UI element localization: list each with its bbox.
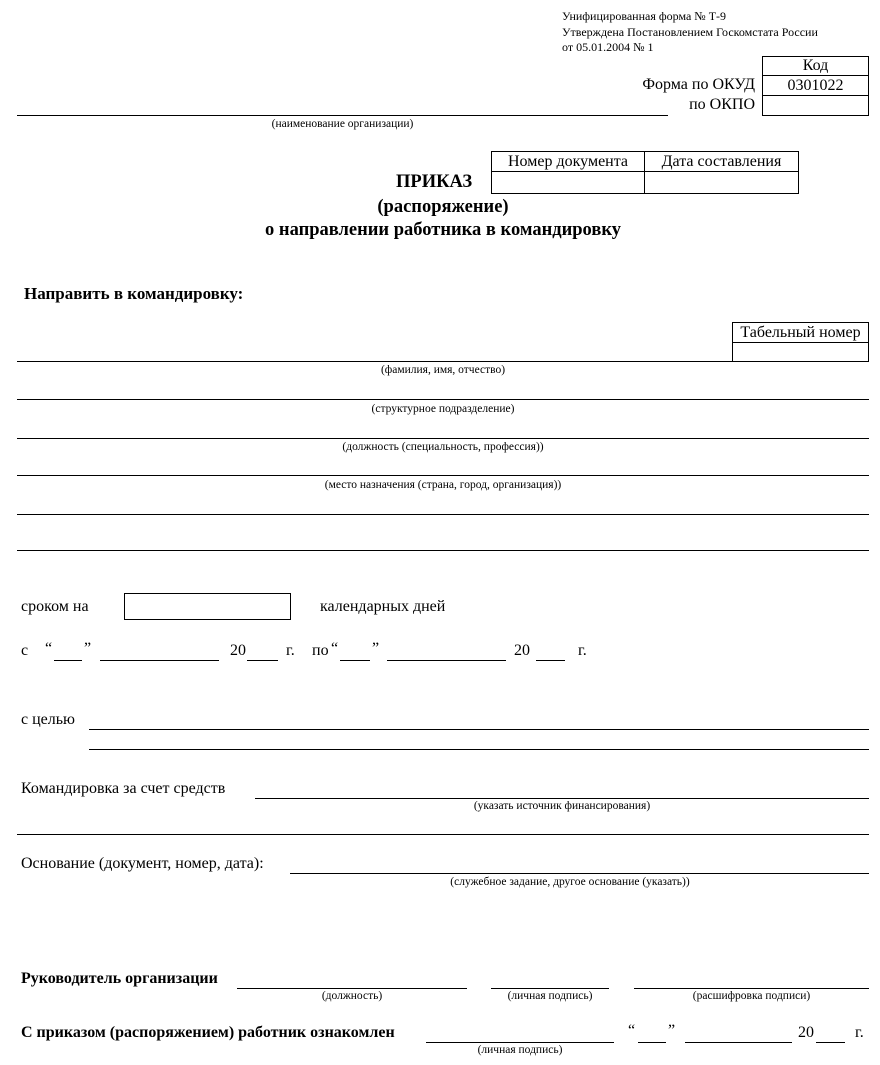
ack-signature-field[interactable] xyxy=(426,1042,614,1043)
doc-date-field[interactable] xyxy=(645,172,799,194)
end-year-field[interactable] xyxy=(536,660,565,661)
doc-number-field[interactable] xyxy=(492,172,645,194)
form-header-line: Унифицированная форма № Т-9 xyxy=(562,9,727,23)
form-header-line: Утверждена Постановлением Госкомстата России xyxy=(562,24,818,39)
ack-day-field[interactable] xyxy=(638,1042,666,1043)
department-field[interactable] xyxy=(17,399,869,400)
form-header xyxy=(562,9,818,56)
page-subject: о направлении работника в командировку xyxy=(265,220,621,240)
personnel-number-header: Табельный номер xyxy=(733,323,869,343)
quote-open: “ xyxy=(628,1022,636,1039)
date-from-label: с xyxy=(21,642,29,659)
okpo-code-cell[interactable] xyxy=(763,96,869,116)
term-label: сроком на xyxy=(21,598,89,615)
end-month-field[interactable] xyxy=(387,660,506,661)
start-year-field[interactable] xyxy=(247,660,278,661)
destination-caption: (место назначения (страна, город, организация)) xyxy=(324,479,562,491)
document-table xyxy=(491,151,799,194)
form-header-line: от 05.01.2004 № 1 xyxy=(562,40,654,54)
ack-century: 20 xyxy=(798,1024,814,1041)
end-day-field[interactable] xyxy=(340,660,370,661)
doc-date-header: Дата составления xyxy=(645,152,799,172)
codes-table xyxy=(762,56,869,116)
ack-label: С приказом (распоряжением) работник ознакомлен xyxy=(21,1024,395,1041)
funding-label: Командировка за счет средств xyxy=(21,780,226,797)
end-year-suffix: г. xyxy=(578,642,587,659)
end-century: 20 xyxy=(514,642,530,659)
purpose-label: с целью xyxy=(21,711,75,728)
personnel-number-table xyxy=(732,322,869,362)
date-to-label: по xyxy=(312,642,329,659)
head-decode-field[interactable] xyxy=(634,988,869,989)
term-unit: календарных дней xyxy=(320,598,446,615)
personnel-number-field[interactable] xyxy=(733,343,869,362)
ack-year-field[interactable] xyxy=(816,1042,845,1043)
head-position-field[interactable] xyxy=(237,988,467,989)
quote-close: ” xyxy=(372,640,380,657)
okud-label: Форма по ОКУД xyxy=(642,76,755,93)
start-day-field[interactable] xyxy=(54,660,82,661)
purpose-field-line-2[interactable] xyxy=(89,749,869,750)
head-label: Руководитель организации xyxy=(21,970,218,987)
basis-field[interactable] xyxy=(290,873,869,874)
funding-source-field-line-2[interactable] xyxy=(17,834,869,835)
fio-field[interactable] xyxy=(17,361,732,362)
purpose-field[interactable] xyxy=(89,729,869,730)
fio-caption: (фамилия, имя, отчество) xyxy=(380,364,506,376)
start-century: 20 xyxy=(230,642,246,659)
funding-source-field[interactable] xyxy=(255,798,869,799)
basis-caption: (служебное задание, другое основание (указать)) xyxy=(450,876,690,888)
ack-signature-caption: (личная подпись) xyxy=(477,1044,563,1056)
head-position-caption: (должность) xyxy=(321,990,383,1002)
doc-number-header: Номер документа xyxy=(492,152,645,172)
basis-label: Основание (документ, номер, дата): xyxy=(21,855,264,872)
term-days-input[interactable] xyxy=(124,593,291,620)
destination-field-line-3[interactable] xyxy=(17,550,869,551)
quote-close: ” xyxy=(84,640,92,657)
quote-open: “ xyxy=(331,640,339,657)
organization-name-field[interactable] xyxy=(17,115,668,116)
okpo-label: по ОКПО xyxy=(689,96,755,113)
send-heading: Направить в командировку: xyxy=(24,284,244,303)
start-year-suffix: г. xyxy=(286,642,295,659)
kod-header: Код xyxy=(763,57,869,76)
okud-code-cell[interactable]: 0301022 xyxy=(763,76,869,96)
position-field[interactable] xyxy=(17,438,869,439)
destination-field-line-2[interactable] xyxy=(17,514,869,515)
department-caption: (структурное подразделение) xyxy=(371,403,515,415)
quote-close: ” xyxy=(668,1022,676,1039)
page-subtitle: (распоряжение) xyxy=(377,197,509,217)
funding-caption: (указать источник финансирования) xyxy=(473,800,651,812)
ack-year-suffix: г. xyxy=(855,1024,864,1041)
quote-open: “ xyxy=(45,640,53,657)
ack-month-field[interactable] xyxy=(685,1042,792,1043)
destination-field[interactable] xyxy=(17,475,869,476)
page-title: ПРИКАЗ xyxy=(396,172,473,192)
head-decode-caption: (расшифровка подписи) xyxy=(692,990,811,1002)
organization-caption: (наименование организации) xyxy=(271,118,414,130)
head-signature-caption: (личная подпись) xyxy=(507,990,593,1002)
head-signature-field[interactable] xyxy=(491,988,609,989)
position-caption: (должность (специальность, профессия)) xyxy=(342,441,544,453)
start-month-field[interactable] xyxy=(100,660,219,661)
